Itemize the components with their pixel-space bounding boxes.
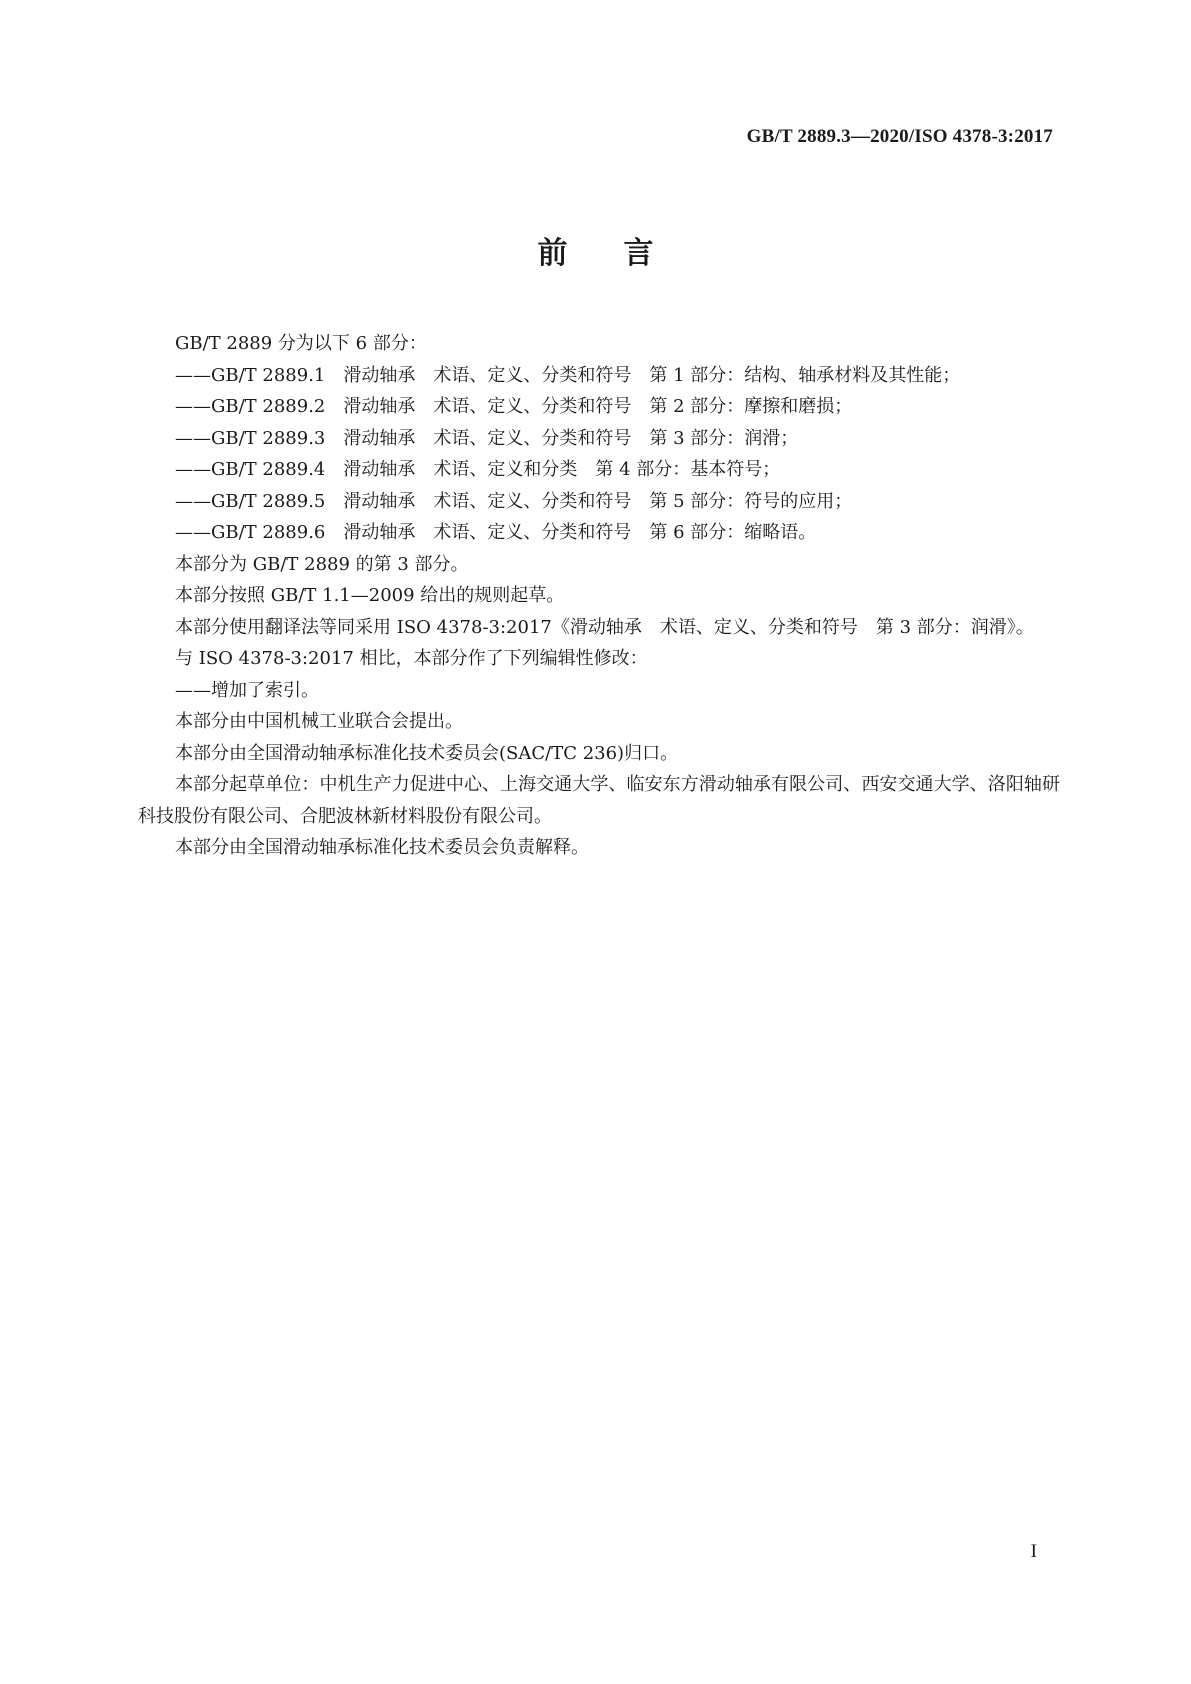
list-item-part-2: ——GB/T 2889.2 滑动轴承 术语、定义、分类和符号 第 2 部分：摩擦和磨损； xyxy=(175,396,853,417)
list-item-part-6: ——GB/T 2889.6 滑动轴承 术语、定义、分类和符号 第 6 部分：缩略语。 xyxy=(175,522,817,543)
list-item-part-3: ——GB/T 2889.3 滑动轴承 术语、定义、分类和符号 第 3 部分：润滑； xyxy=(175,427,799,449)
paragraph-parts-intro: GB/T 2889 分为以下 6 部分： xyxy=(175,333,427,354)
paragraph-modifications-intro: 与 ISO 4378-3:2017 相比，本部分作了下列编辑性修改： xyxy=(175,648,648,669)
list-item-modification: ——增加了索引。 xyxy=(175,679,319,701)
page-title: 前言 xyxy=(537,236,710,271)
paragraph-part-statement: 本部分为 GB/T 2889 的第 3 部分。 xyxy=(175,553,469,575)
paragraph-drafting-units: 本部分起草单位：中机生产力促进中心、上海交通大学、临安东方滑动轴承有限公司、西安交通大学、洛阳轴研科技股份有限公司、合肥波林新材料股份有限公司。 xyxy=(138,774,1060,827)
foreword-body xyxy=(138,328,1060,864)
paragraph-proposer: 本部分由中国机械工业联合会提出。 xyxy=(175,711,463,732)
list-item-part-4: ——GB/T 2889.4 滑动轴承 术语、定义和分类 第 4 部分：基本符号； xyxy=(175,459,781,480)
paragraph-interpretation: 本部分由全国滑动轴承标准化技术委员会负责解释。 xyxy=(175,837,589,858)
paragraph-centralized-management: 本部分由全国滑动轴承标准化技术委员会(SAC/TC 236)归口。 xyxy=(175,742,679,764)
paragraph-drafting-rules: 本部分按照 GB/T 1.1—2009 给出的规则起草。 xyxy=(175,585,565,606)
paragraph-adoption: 本部分使用翻译法等同采用 ISO 4378-3:2017《滑动轴承 术语、定义、分类和符号 第 3 部分：润滑》。 xyxy=(175,616,1034,638)
standard-code-header: GB/T 2889.3—2020/ISO 4378-3:2017 xyxy=(746,126,1053,147)
list-item-part-5: ——GB/T 2889.5 滑动轴承 术语、定义、分类和符号 第 5 部分：符号的应用； xyxy=(175,490,853,512)
list-item-part-1: ——GB/T 2889.1 滑动轴承 术语、定义、分类和符号 第 1 部分：结构、轴承材料及其性能； xyxy=(175,364,961,386)
page-number: I xyxy=(1030,1541,1037,1562)
